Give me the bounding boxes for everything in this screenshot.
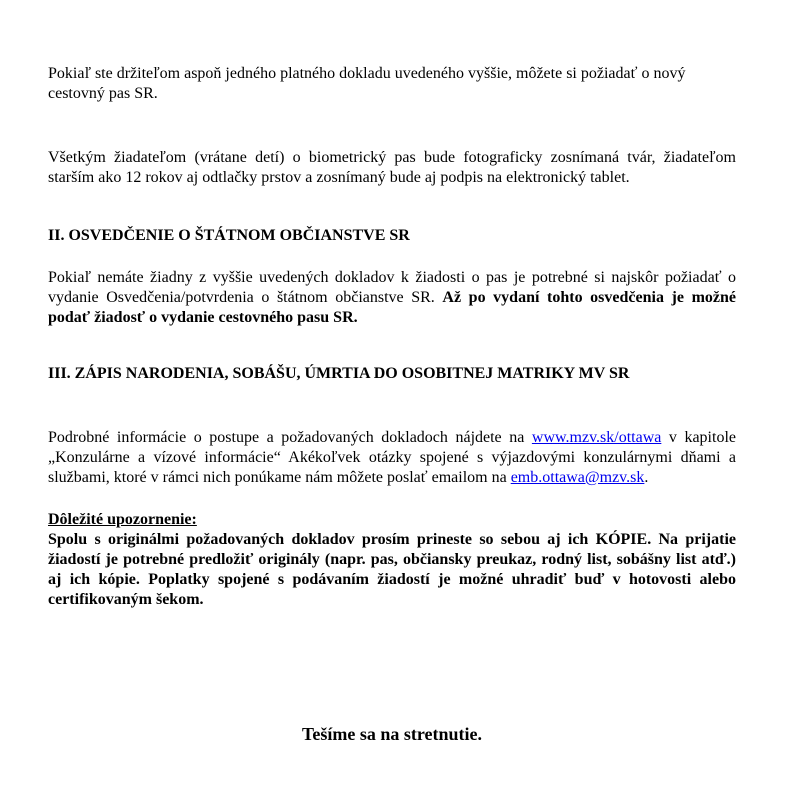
paragraph-registry-info <box>48 428 736 488</box>
registry-text-after-link: v kapitole „Konzulárne a vízové informácie“ Akékoľvek otázky spojené s výjazdovými konzulárnymi dňami a službami, ktoré v rámci nich ponúkame nám môžete poslať emailom na <box>48 429 736 486</box>
section-heading-citizenship-certificate: II. OSVEDČENIE O ŠTÁTNOM OBČIANSTVE SR <box>48 227 410 244</box>
paragraph-passport-eligibility: Pokiaľ ste držiteľom aspoň jedného platného dokladu uvedeného vyššie, môžete si požiadať o nový cestovný pas SR. <box>48 65 686 102</box>
notice-title: Dôležité upozornenie: <box>48 511 197 528</box>
registry-text-before-link: Podrobné informácie o postupe a požadovaných dokladoch nájdete na <box>48 429 532 446</box>
mzv-website-link[interactable]: www.mzv.sk/ottawa <box>531 429 662 446</box>
document-page <box>48 64 737 744</box>
citizenship-certificate-text: Pokiaľ nemáte žiadny z vyššie uvedených dokladov k žiadosti o pas je potrebné si najskôr požiadať o vydanie Osvedčenia/potvrdenia o štátnom občianstve SR. <box>48 269 736 306</box>
section-heading-registry: III. ZÁPIS NARODENIA, SOBÁŠU, ÚMRTIA DO OSOBITNEJ MATRIKY MV SR <box>48 365 630 382</box>
paragraph-biometrics: Všetkým žiadateľom (vrátane detí) o biometrický pas bude fotograficky zosnímaná tvár, žiadateľom starším ako 12 rokov aj odtlačky prstov a zosnímaný bude aj podpis na elektronický tablet. <box>48 149 736 186</box>
embassy-email-link[interactable]: emb.ottawa@mzv.sk <box>510 469 645 486</box>
notice-text: Spolu s originálmi požadovaných dokladov prosím prineste so sebou aj ich KÓPIE. Na prijatie žiadostí je potrebné predložiť originály (napr. pas, občiansky preukaz, rodný list, sobášny list atď.) aj ich kópie. Poplatky spojené s podávaním žiadostí je možné uhradiť buď v hotovosti alebo certifikovaným šekom. <box>48 531 736 608</box>
citizenship-certificate-bold-text: Až po vydaní tohto osvedčenia je možné podať žiadosť o vydanie cestovného pasu SR. <box>48 289 737 326</box>
registry-text-end: . <box>644 469 649 486</box>
paragraph-citizenship-certificate <box>48 268 736 328</box>
closing-line: Tešíme sa na stretnutie. <box>302 724 482 744</box>
